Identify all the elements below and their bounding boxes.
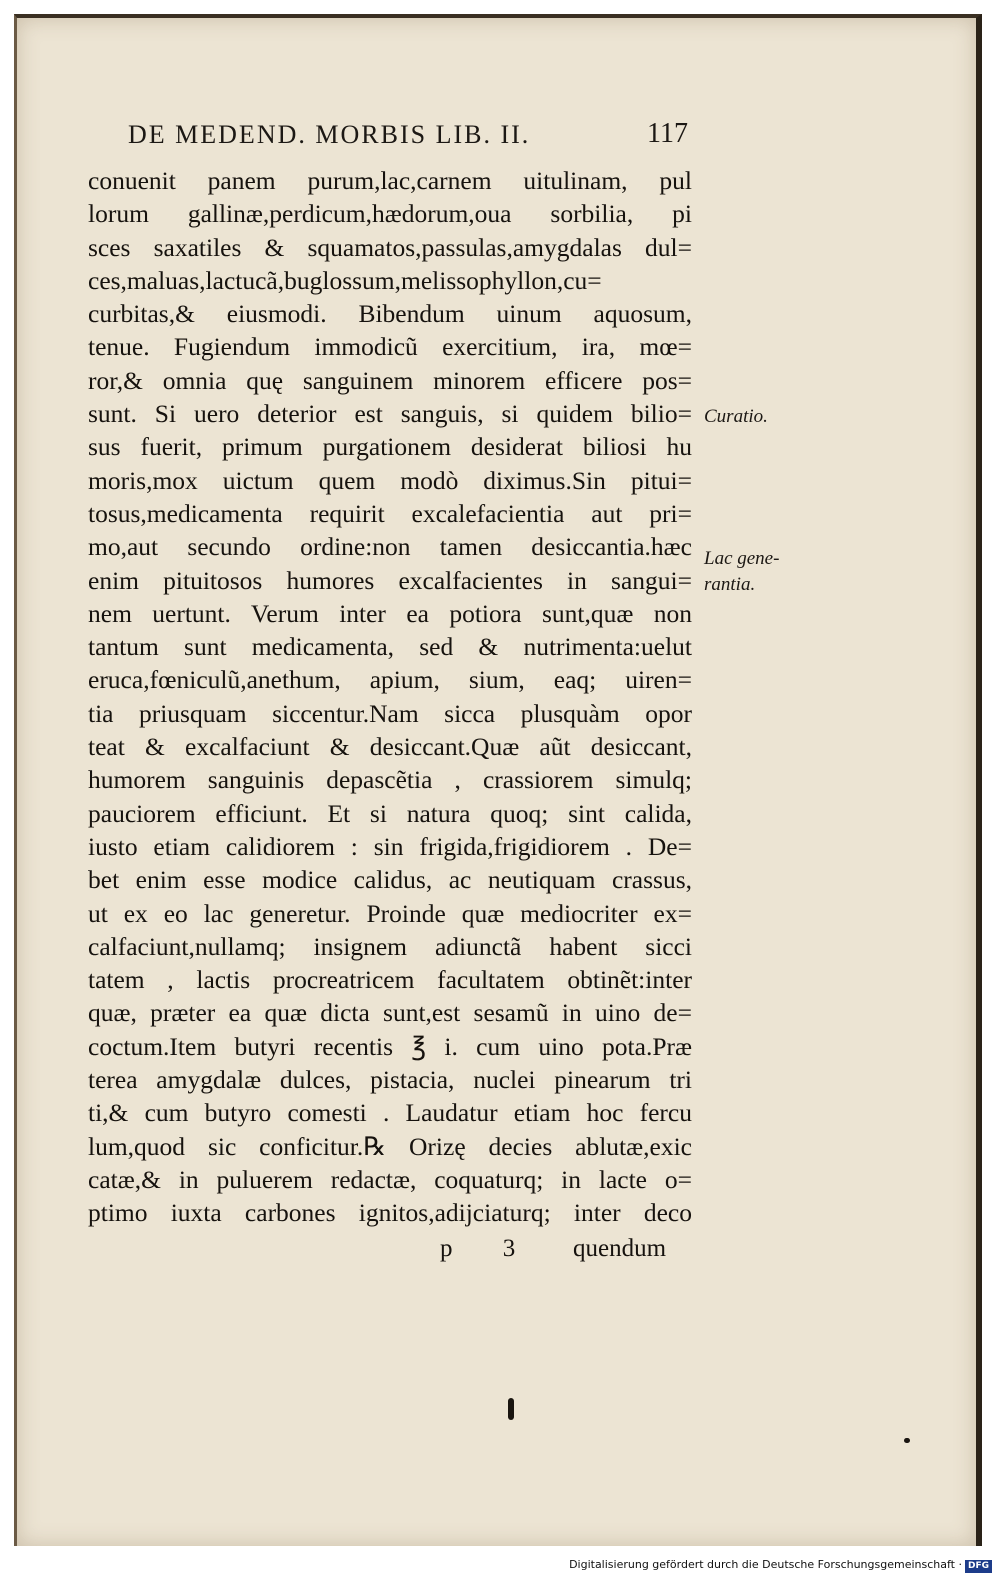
running-header <box>128 120 688 154</box>
text-line: nem uertunt. Verum inter ea potiora sunt,quæ non <box>88 598 692 628</box>
text-line: terea amygdalæ dulces, pistacia, nuclei pinearum tri <box>88 1065 692 1095</box>
footer-text: Digitalisierung gefördert durch die Deutsche Forschungsgemeinschaft · <box>569 1558 962 1571</box>
text-line: ces,maluas,lactucã,buglossum,melissophyllon,cu= <box>88 265 602 295</box>
signature-mark: p 3 <box>440 1235 538 1262</box>
text-line: coctum.Item butyri recentis ℥ i. cum uino pota.Præ <box>88 1031 692 1061</box>
text-line: quæ, præter ea quæ dicta sunt,est sesamũ in uino de= <box>88 998 692 1028</box>
text-line: teat & excalfaciunt & desiccant.Quæ aũt desiccant, <box>88 732 692 762</box>
text-line: ut ex eo lac generetur. Proinde quæ mediocriter ex= <box>88 898 692 928</box>
text-line: tia priusquam siccentur.Nam sicca plusquàm opor <box>88 698 692 728</box>
marginal-note-lac-generantia: Lac gene- rantia. <box>704 548 780 595</box>
text-line: tosus,medicamenta requirit excalefacientia aut pri= <box>88 498 692 528</box>
ink-spot <box>904 1438 910 1443</box>
text-line: bet enim esse modice calidus, ac neutiquam crassus, <box>88 865 692 895</box>
text-line: iusto etiam calidiorem : sin frigida,frigidiorem . De= <box>88 831 692 861</box>
text-line: sus fuerit, primum purgationem desiderat biliosi hu <box>88 432 692 462</box>
dfg-logo: DFG <box>965 1560 992 1573</box>
body-text <box>88 164 692 1230</box>
text-line: ptimo iuxta carbones ignitos,adijciaturq; inter deco <box>88 1198 692 1228</box>
text-line: tenue. Fugiendum immodicũ exercitium, ira, mœ= <box>88 332 692 362</box>
ink-spot <box>508 1398 514 1420</box>
text-line: eruca,fœniculũ,anethum, apium, sium, eaq; uiren= <box>88 665 692 695</box>
text-line: moris,mox uictum quem modò diximus.Sin pitui= <box>88 465 692 495</box>
folio-number: 117 <box>647 118 688 149</box>
text-line: ror,& omnia quę sanguinem minorem efficere pos= <box>88 365 692 395</box>
digitization-footer <box>569 1556 992 1574</box>
text-line: ti,& cum butyro comesti . Laudatur etiam hoc fercu <box>88 1098 692 1128</box>
text-line: tantum sunt medicamenta, sed & nutrimenta:uelut <box>88 632 692 662</box>
text-line: catæ,& in puluerem redactæ, coquaturq; in lacte o= <box>88 1164 692 1194</box>
text-line: pauciorem efficiunt. Et si natura quoq; sint calida, <box>88 798 692 828</box>
text-line: enim pituitosos humores excalfacientes in sangui= <box>88 565 692 595</box>
text-line: mo,aut secundo ordine:non tamen desiccantia.hæc <box>88 532 692 562</box>
text-line: conuenit panem purum,lac,carnem uitulinam, pul <box>88 166 692 195</box>
text-line: sces saxatiles & squamatos,passulas,amygdalas dul= <box>88 232 692 262</box>
text-line: lorum gallinæ,perdicum,hædorum,oua sorbilia, pi <box>88 199 692 229</box>
running-title: DE MEDEND. MORBIS LIB. II. <box>128 120 531 149</box>
catchword: quendum <box>573 1235 667 1262</box>
text-line: calfaciunt,nullamq; insignem adiunctã habent sicci <box>88 931 692 961</box>
text-line: sunt. Si uero deterior est sanguis, si quidem bilio= <box>88 399 692 429</box>
text-line: lum,quod sic conficitur.℞ Orizę decies ablutæ,exic <box>88 1131 692 1161</box>
text-line: tatem , lactis procreatricem facultatem obtinẽt:inter <box>88 965 692 995</box>
text-line: humorem sanguinis depascẽtia , crassiorem simulq; <box>88 765 692 795</box>
marginal-note-curatio: Curatio. <box>704 406 768 427</box>
text-line: curbitas,& eiusmodi. Bibendum uinum aquosum, <box>88 299 692 329</box>
